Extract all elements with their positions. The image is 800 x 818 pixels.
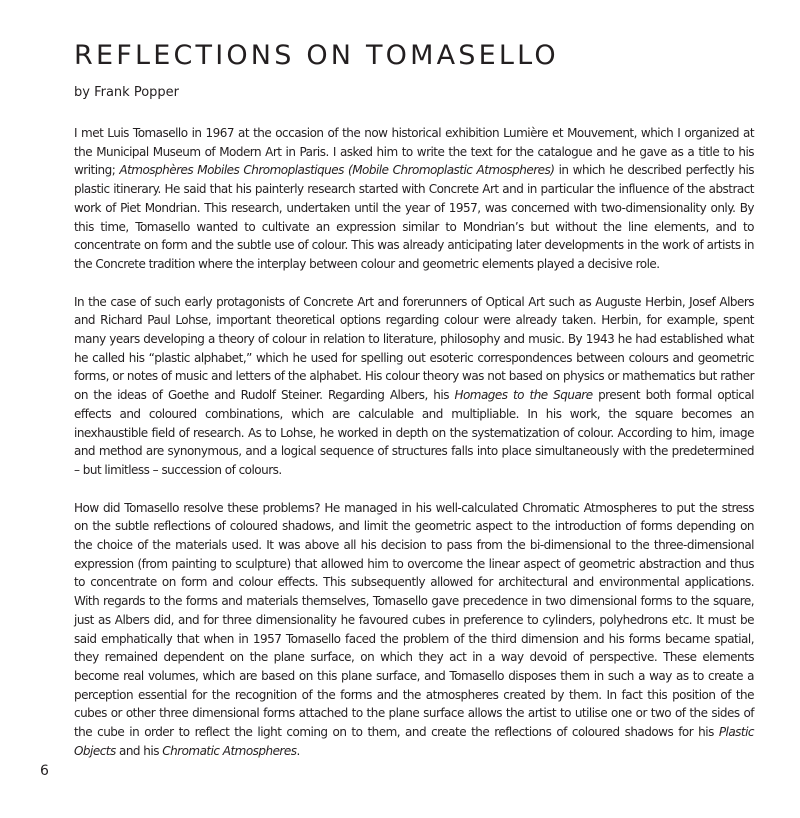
- paragraph-2-text-a: In the case of such early protagonists of Concrete Art and forerunners of Optical Art such as Auguste Herbin, Josef Albers and Richard Paul Lohse, important theoretical options regarding colour were already taken. Herbin, for example, spent many years developing a theory of colour in relation to literature, philosophy and music. By 1943 he had established what he called his “plastic alphabet,” which he used for spelling out esoteric correspondences between colours and geometric forms, or notes of music and letters of the alphabet. His colour theory was not based on physics or mathematics but rather on the ideas of Goethe and Rudolf Steiner. Regarding Albers, his: [74, 294, 754, 403]
- paragraph-3-italic-title-2: Chromatic Atmospheres: [162, 743, 297, 758]
- paragraph-3: [74, 499, 754, 761]
- paragraph-1-text-b: in which he described perfectly his plastic itinerary. He said that his painterly research started with Concrete Art and in particular the influence of the abstract work of Piet Mondrian. This research, undertaken until the year of 1957, was concerned with two-dimensionality only. By this time, Tomasello wanted to cultivate an expression similar to Mondrian’s but without the line elements, and to concentrate on form and the subtle use of colour. This was already anticipating later developments in the work of artists in the Concrete tradition where the interplay between colour and geometric elements played a decisive role.: [74, 163, 754, 271]
- article-body: [74, 124, 754, 761]
- paragraph-3-text-b: and his: [115, 743, 163, 758]
- paragraph-1-text-a: I met Luis Tomasello in 1967 at the occasion of the now historical exhibition Lumière et Mouvement, which I organized at the Municipal Museum of Modern Art in Paris. I asked him to write the text for the catalogue and he gave as a title to his writing;: [74, 126, 754, 178]
- paragraph-2: [74, 293, 754, 480]
- paragraph-3-text-c: .: [296, 743, 300, 758]
- author-byline: by Frank Popper: [74, 85, 179, 100]
- article-title: REFLECTIONS ON TOMASELLO: [74, 40, 559, 71]
- paragraph-2-text-b: present both formal optical effects and coloured combinations, which are calculable and multipliable. In his work, the square becomes an inexhaustible field of research. As to Lohse, he worked in depth on the systematization of colour. According to him, image and method are synonymous, and a logical sequence of structures falls into place simultaneously with the predetermined – but limitless – succession of colours.: [74, 388, 754, 477]
- paragraph-1-italic-title: Atmosphères Mobiles Chromoplastiques (Mobile Chromoplastic Atmospheres): [119, 163, 555, 178]
- paragraph-2-italic-title: Homages to the Square: [454, 388, 593, 403]
- paragraph-3-italic-title-1: Plastic Objects: [74, 725, 754, 758]
- paragraph-3-text-a: How did Tomasello resolve these problems? He managed in his well-calculated Chromatic Atmospheres to put the stress on the subtle reflections of coloured shadows, and limit the geometric aspect to the introduction of forms depending on the choice of the materials used. It was above all his decision to pass from the bi-dimensional to the three-dimensional expression (from painting to sculpture) that allowed him to overcome the linear aspect of geometric abstraction and thus to concentrate on form and colour effects. This subsequently allowed for architectural and environmental applications. With regards to the forms and materials themselves, Tomasello gave precedence in two dimensional forms to the square, just as Albers did, and for three dimensionality he favoured cubes in preference to cylinders, polyhedrons etc. It must be said emphatically that when in 1957 Tomasello faced the problem of the third dimension and his forms became spatial, they remained dependent on the plane surface, on which they act in a way devoid of perspective. These elements become real volumes, which are based on this plane surface, and Tomasello disposes them in such a way as to create a perception essential for the recognition of the forms and the atmospheres created by them. In fact this position of the cubes or other three dimensional forms attached to the plane surface allows the artist to utilise one or two of the sides of the cube in order to reflect the light coming on to them, and create the reflections of coloured shadows for his: [74, 500, 754, 740]
- page-number: 6: [40, 763, 49, 779]
- paragraph-1: [74, 124, 754, 274]
